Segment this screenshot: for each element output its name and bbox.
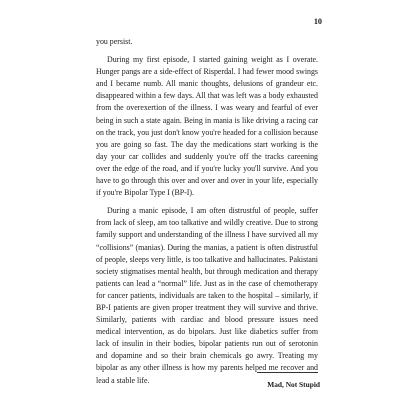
running-footer-title: Mad, Not Stupid — [267, 380, 320, 389]
body-text — [96, 36, 318, 387]
paragraph-first-episode: During my first episode, I started gaining weight as I overate. Hunger pangs are a side-effect of Risperdal. I had fewer mood swings and I became numb. All manic thoughts, delusions of grandeur etc. disappeared within a few days. All that was left was a body exhausted from the overexertion of the illness. I was weary and fearful of ever being in such a state again. Being in mania is like driving a racing car on the track, you just don't know you're headed for a collision because you are going so fast. The day the medications start working is the day your car collides and suddenly you're off the tracks careening over the edge of the road, and if you're lucky you'll survive. And you have to go through this over and over and over in your life, especially if you're Bipolar Type I (BP-I). — [96, 55, 318, 198]
paragraph-continuation: you persist. — [96, 37, 133, 46]
paragraph-manic-episode: During a manic episode, I am often distrustful of people, suffer from lack of sleep, am too talkative and wildly creative. Due to strong family support and understanding of the illness I have survived all my “collisions” (manias). During the manias, a patient is often distrustful of people, sleeps very little, is too talkative and hallucinates. Pakistani society stigmatises mental health, but through medication and therapy patients can lead a “normal” life. Just as in the case of chemotherapy for cancer patients, individuals are taken to the hospital – similarly, if BP-I patients are given proper treatment they will survive and thrive. Similarly, patients with cardiac and blood pressure issues need medical intervention, as do bipolars. Just like diabetics suffer from lack of insulin in their bodies, bipolar patients run out of serotonin and dopamine and so their brain chemicals go awry. Treating my bipolar as any other illness is how my parents helped me recover and lead a stable life. — [96, 206, 318, 385]
footer-divider — [257, 372, 318, 373]
page-number: 10 — [313, 17, 322, 26]
